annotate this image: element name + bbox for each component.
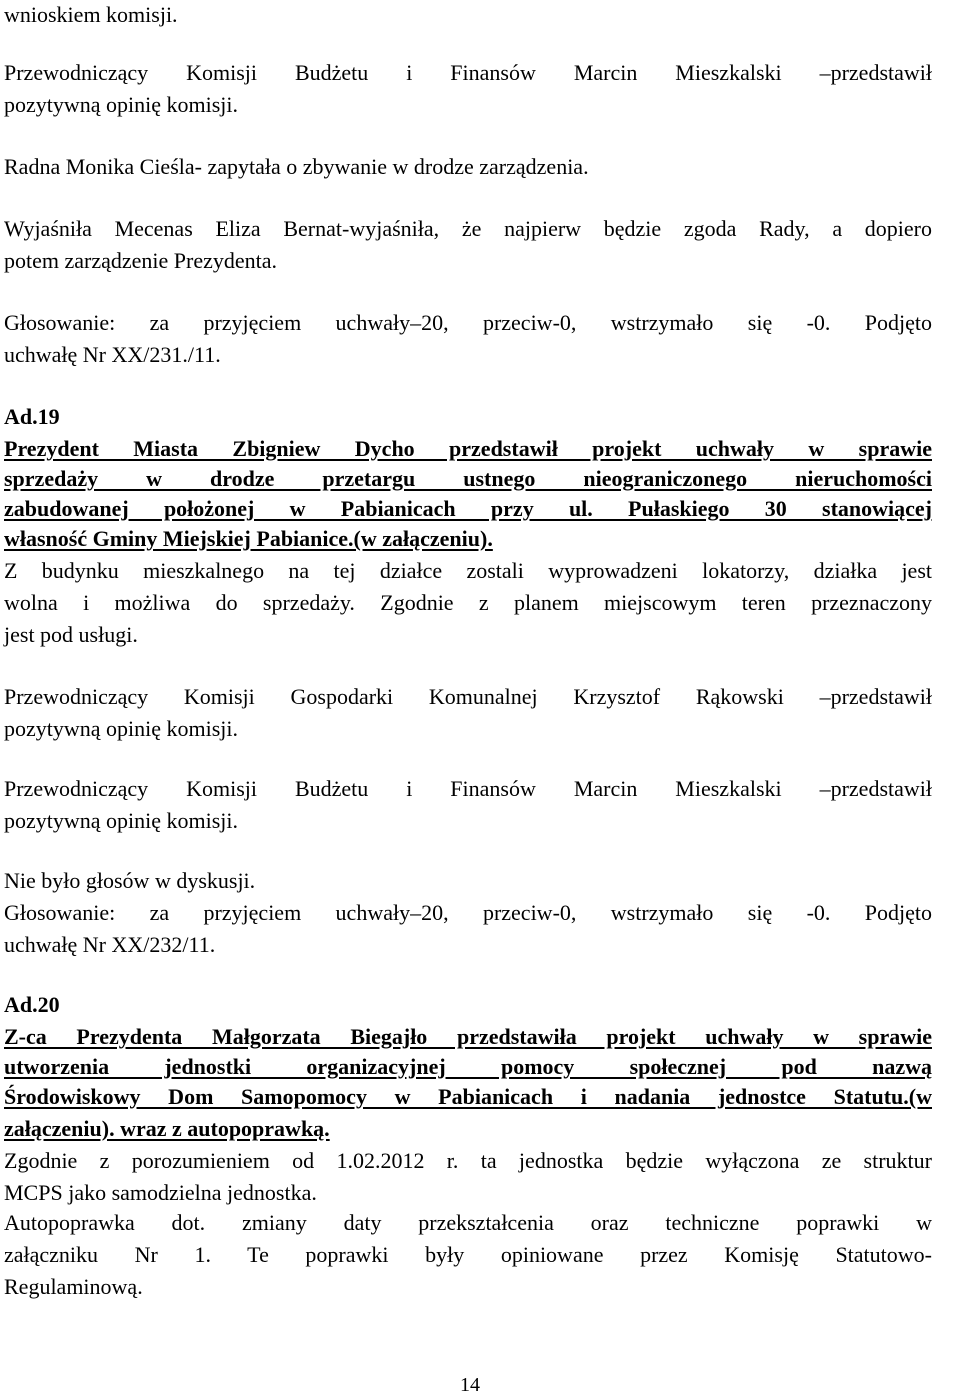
text-line: wolna i możliwa do sprzedaży. Zgodnie z planem miejscowym teren przeznaczony	[4, 590, 932, 615]
text-line: pozytywną opinię komisji.	[4, 716, 239, 741]
vote-result-line: Głosowanie: za przyjęciem uchwały–20, przeciw-0, wstrzymało się -0. Podjęto	[4, 900, 932, 925]
text-line: Regulaminową.	[4, 1274, 143, 1299]
agenda-item-title: Środowiskowy Dom Samopomocy w Pabianicach i nadania jednostce Statutu.(w	[4, 1084, 932, 1109]
text-line: MCPS jako samodzielna jednostka.	[4, 1180, 317, 1205]
text-line: Z budynku mieszkalnego na tej działce zostali wyprowadzeni lokatorzy, działka jest	[4, 558, 932, 583]
resolution-number: uchwałę Nr XX/231./11.	[4, 342, 221, 367]
agenda-item-title: załączeniu). wraz z autopoprawką.	[4, 1116, 330, 1141]
agenda-item-title: Prezydent Miasta Zbigniew Dycho przedstawił projekt uchwały w sprawie	[4, 436, 932, 461]
page-number: 14	[460, 1374, 480, 1396]
agenda-item-heading: Ad.19	[4, 404, 60, 429]
text-line: wnioskiem komisji.	[4, 2, 178, 27]
text-line: Nie było głosów w dyskusji.	[4, 868, 256, 893]
text-line: Przewodniczący Komisji Gospodarki Komunalnej Krzysztof Rąkowski –przedstawił	[4, 684, 932, 709]
text-line: Zgodnie z porozumieniem od 1.02.2012 r. ta jednostka będzie wyłączona ze struktur	[4, 1148, 932, 1173]
agenda-item-title: utworzenia jednostki organizacyjnej pomocy społecznej pod nazwą	[4, 1054, 932, 1079]
agenda-item-title: zabudowanej położonej w Pabianicach przy ul. Pułaskiego 30 stanowiącej	[4, 496, 932, 521]
agenda-item-title: własność Gminy Miejskiej Pabianice.(w załączeniu).	[4, 526, 493, 551]
text-line: Radna Monika Cieśla- zapytała o zbywanie w drodze zarządzenia.	[4, 154, 589, 179]
text-line: Wyjaśniła Mecenas Eliza Bernat-wyjaśniła, że najpierw będzie zgoda Rady, a dopiero	[4, 216, 932, 241]
agenda-item-title: sprzedaży w drodze przetargu ustnego nieograniczonego nieruchomości	[4, 466, 932, 491]
text-line: załączniku Nr 1. Te poprawki były opiniowane przez Komisję Statutowo-	[4, 1242, 932, 1267]
resolution-number: uchwałę Nr XX/232/11.	[4, 932, 216, 957]
agenda-item-title: Z-ca Prezydenta Małgorzata Biegajło przedstawiła projekt uchwały w sprawie	[4, 1024, 932, 1049]
text-line: Autopoprawka dot. zmiany daty przekształcenia oraz techniczne poprawki w	[4, 1210, 932, 1235]
text-line: potem zarządzenie Prezydenta.	[4, 248, 278, 273]
text-line: pozytywną opinię komisji.	[4, 92, 239, 117]
text-line: Przewodniczący Komisji Budżetu i Finansów Marcin Mieszkalski –przedstawił	[4, 60, 932, 85]
agenda-item-heading: Ad.20	[4, 992, 60, 1017]
text-line: pozytywną opinię komisji.	[4, 808, 239, 833]
text-line: Przewodniczący Komisji Budżetu i Finansów Marcin Mieszkalski –przedstawił	[4, 776, 932, 801]
text-line: jest pod usługi.	[4, 622, 138, 647]
vote-result-line: Głosowanie: za przyjęciem uchwały–20, przeciw-0, wstrzymało się -0. Podjęto	[4, 310, 932, 335]
